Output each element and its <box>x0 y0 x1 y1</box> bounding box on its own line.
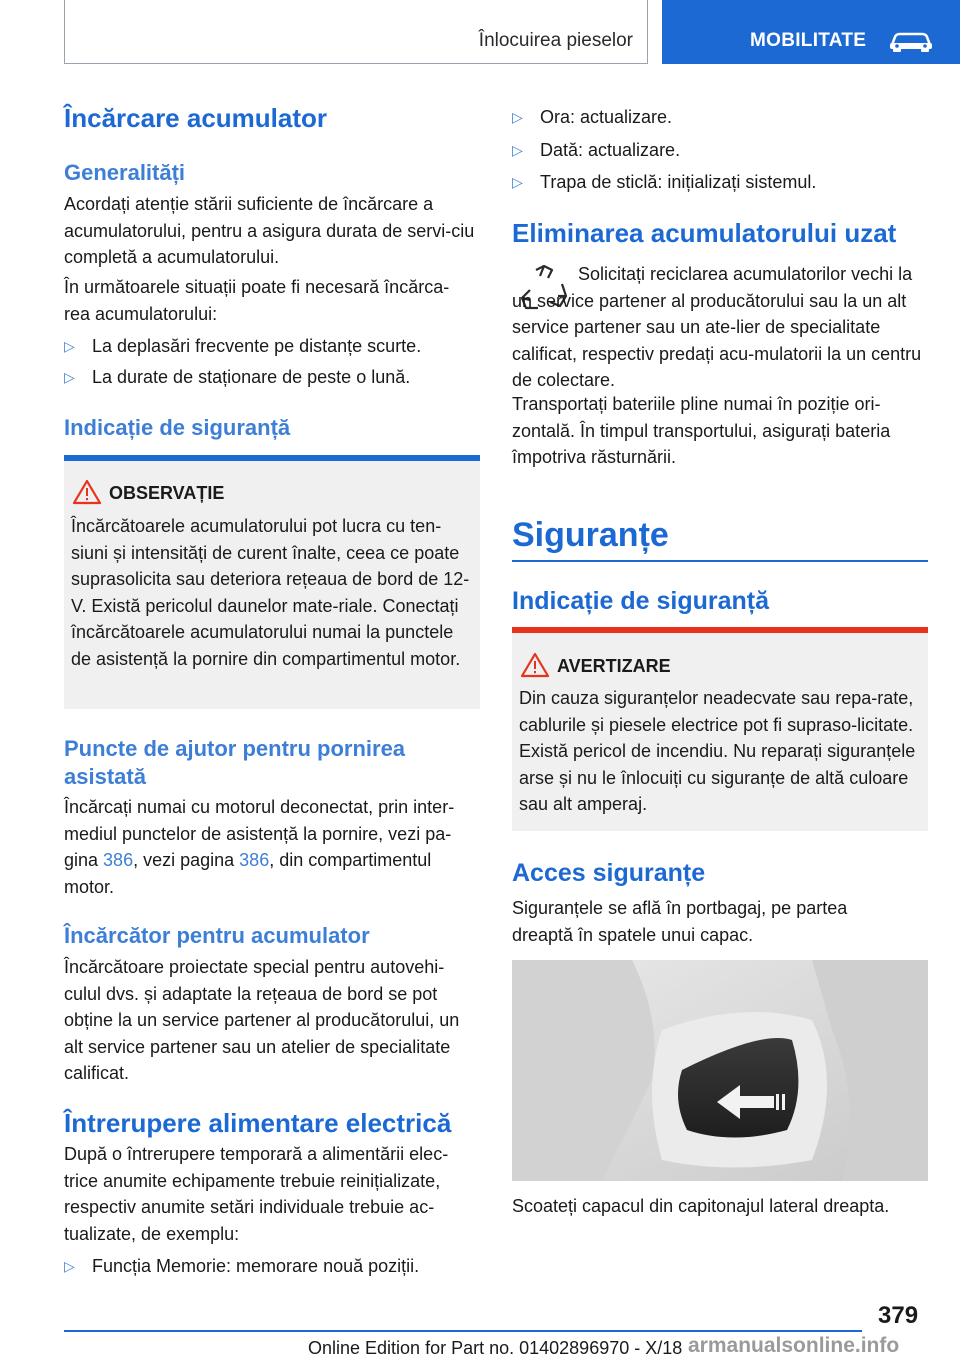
section-title-battery-charging: Încărcare acumulator <box>64 103 328 133</box>
warning-triangle-icon <box>520 652 550 678</box>
heading-battery-disposal: Eliminarea acumulatorului uzat <box>512 218 897 248</box>
list-item-text: La durate de staționare de peste o lună. <box>92 367 411 387</box>
list-item-text: Ora: actualizare. <box>540 107 673 127</box>
heading-fuse-access: Acces siguranțe <box>512 859 706 887</box>
list-item <box>64 333 480 359</box>
list-item-text: Dată: actualizare. <box>540 140 681 160</box>
car-icon <box>888 29 934 53</box>
disposal-paragraph-1: Solicitați reciclarea acumulatorilor vechi la un service partener al producătorului sau la un alt service partener sau un ate-lier de specialitate calificat, respectiv predați acu-mulatorii la un centru de colectare. <box>512 264 922 390</box>
heading-jump-start-points: Puncte de ajutor pentru pornirea asistată <box>64 736 406 789</box>
notice-box <box>64 455 480 709</box>
access-paragraph: Siguranțele se află în portbagaj, pe partea dreaptă în spatele unui capac. <box>512 898 848 945</box>
bullet-triangle-icon: ▷ <box>64 338 75 354</box>
bullet-triangle-icon: ▷ <box>512 174 523 190</box>
list-item-text: Trapa de sticlă: inițializați sistemul. <box>540 172 817 192</box>
footer-rule <box>64 1330 862 1332</box>
warning-box-bar <box>512 627 928 633</box>
heading-power-interruption: Întrerupere alimentare electrică <box>64 1108 452 1138</box>
list-item <box>64 1253 480 1279</box>
jump-start-paragraph <box>64 794 480 900</box>
notice-text: Încărcătoarele acumulatorului pot lucra cu ten-siuni și intensități de curent înalte, ceea ce poate suprasolicita sau deteriora rețeaua de bord de 12-V. Există pericolul daunelor mate-riale. Conectați încărcătoarele acumulatorului numai la punctele de asistență la pornire din compartimentul motor. <box>71 516 470 669</box>
bullet-triangle-icon: ▷ <box>64 1258 75 1274</box>
page-link-386-second[interactable]: 386 <box>239 850 270 870</box>
heading-fuses: Siguranțe <box>512 516 669 554</box>
bullet-triangle-icon: ▷ <box>512 142 523 158</box>
header-mobility-tab[interactable] <box>662 0 960 64</box>
heading-general: Generalități <box>64 160 186 185</box>
bullet-triangle-icon: ▷ <box>512 109 523 125</box>
list-item <box>64 364 480 390</box>
charger-paragraph: Încărcătoare proiectate special pentru autovehi-culul dvs. și adaptate la rețeaua de bord se pot obține la un service partener al producătorului, un alt service partener sau un atelier de specialitate calificat. <box>64 957 460 1083</box>
header-mobility-label: MOBILITATE <box>750 30 867 51</box>
warning-box <box>512 627 928 831</box>
list-item <box>512 104 928 130</box>
fuse-cover-photo <box>512 960 928 1181</box>
header-section-box <box>64 0 648 64</box>
notice-box-bar <box>64 455 480 461</box>
list-item-text: La deplasări frecvente pe distanțe scurte. <box>92 336 422 356</box>
notice-title: OBSERVAȚIE <box>109 483 225 503</box>
bullet-triangle-icon: ▷ <box>64 369 75 385</box>
list-item-text: Funcția Memorie: memorare nouă poziții. <box>92 1256 420 1276</box>
jump-text-a: Încărcați numai cu motorul deconectat, prin inter-mediul punctelor de asistență la pornire, vezi pa-gina <box>64 797 455 870</box>
power-paragraph: După o întrerupere temporară a alimentării elec-trice anumite echipamente trebuie reinițializate, respectiv anumite setări individuale trebuie ac-tualizate, de exemplu: <box>64 1144 449 1244</box>
footer-watermark: armanualsonline.info <box>688 1334 900 1357</box>
disposal-paragraph-2: Transportați bateriile pline numai în poziție ori-zontală. În timpul transportului, asigurați bateria împotriva răsturnării. <box>512 394 891 467</box>
warning-triangle-icon <box>72 479 102 505</box>
jump-text-c: , din compartimentul motor. <box>64 850 432 897</box>
heading-safety-notice: Indicație de siguranță <box>64 415 291 440</box>
photo-caption: Scoateți capacul din capitonajul lateral dreapta. <box>512 1196 890 1216</box>
header-section-title: Înlocuirea pieselor <box>478 30 633 51</box>
general-paragraph-1: Acordați atenție stării suficiente de încărcare a acumulatorului, pentru a asigura durata de servi-ciu completă a acumulatorului. <box>64 194 475 267</box>
warning-text: Din cauza siguranțelor neadecvate sau repa-rate, cablurile și piesele electrice pot fi supraso-licitate. Există pericol de incendiu. Nu reparați siguranțele arse și nu le înlocuiți cu siguranțe de altă culoare sau alt amperaj. <box>519 688 916 814</box>
heading-battery-charger: Încărcător pentru acumulator <box>64 923 370 948</box>
fuse-cover-illustration <box>512 960 928 1181</box>
list-item <box>512 169 928 195</box>
warning-title: AVERTIZARE <box>557 656 671 676</box>
general-paragraph-2: În următoarele situații poate fi necesară încărca-rea acumulatorului: <box>64 277 450 324</box>
heading-rule <box>512 560 928 562</box>
page-link-386[interactable]: 386 <box>103 850 134 870</box>
heading-fuse-safety: Indicație de siguranță <box>512 587 770 615</box>
list-item <box>512 137 928 163</box>
page-number: 379 <box>878 1302 919 1329</box>
jump-text-b: , vezi pagina <box>133 850 240 870</box>
footer-edition: Online Edition for Part no. 01402896970 - X/18 <box>308 1338 683 1358</box>
